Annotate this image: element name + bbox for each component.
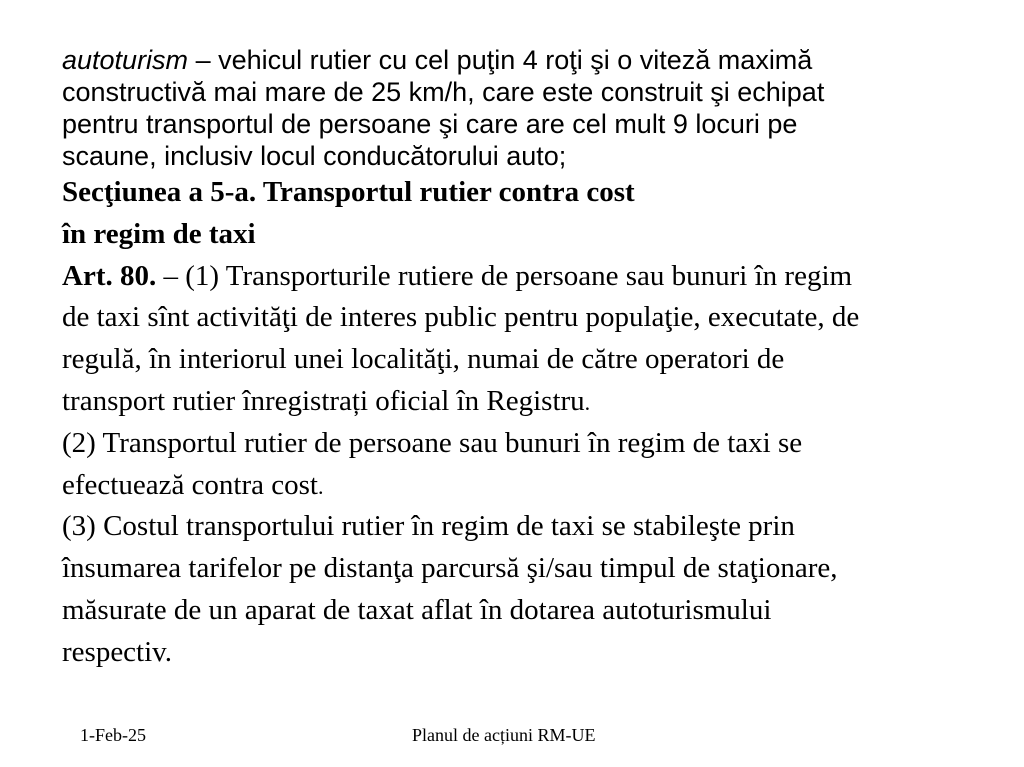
article-paragraph-1-line-2: de taxi sînt activităţi de interes public pentru populaţie, executate, de — [62, 301, 860, 334]
article-paragraph-2-period: . — [318, 473, 324, 499]
article-paragraph-1-line-4-text: transport rutier înregistrați oficial în Registru — [62, 384, 585, 417]
article-paragraph-2-line-1: (2) Transportul rutier de persoane sau bunuri în regim de taxi se — [62, 426, 803, 459]
definition-term: autoturism — [62, 45, 189, 75]
article-paragraph-1-line-4 — [62, 381, 1022, 423]
article-paragraph-3-line-1: (3) Costul transportului rutier în regim de taxi se stabileşte prin — [62, 510, 795, 543]
article-paragraph-3-line-3: măsurate de un aparat de taxat aflat în dotarea autoturismului — [62, 593, 772, 626]
section-heading-line-1: Secţiunea a 5-a. Transportul rutier contra cost — [62, 176, 635, 208]
article-paragraph-2-line-2-text: efectuează contra cost — [62, 468, 318, 501]
section-heading-line-2: în regim de taxi — [62, 217, 256, 250]
footer-title: Planul de acțiuni RM-UE — [412, 725, 596, 745]
article-paragraph-1-period: . — [584, 389, 591, 415]
article-paragraph-1-line-1 — [62, 256, 1022, 298]
slide-body — [62, 44, 1022, 674]
footer-date: 1-Feb-25 — [80, 725, 146, 745]
article-paragraph-2-line-2 — [62, 465, 1022, 507]
article-number: Art. 80. — [62, 259, 157, 292]
article-paragraph-1-line-3: regulă, în interiorul unei localităţi, numai de către operatori de — [62, 343, 785, 376]
definition-line-1 — [62, 44, 1022, 76]
definition-block — [62, 44, 1022, 172]
article-block — [62, 172, 1022, 674]
definition-line-3: pentru transportul de persoane şi care are cel mult 9 locuri pe — [62, 109, 798, 139]
definition-line-4: scaune, inclusiv locul conducătorului auto; — [62, 141, 567, 171]
article-paragraph-1-text: – (1) Transporturile rutiere de persoane sau bunuri în regim — [156, 259, 853, 292]
article-paragraph-3-line-2: însumarea tarifelor pe distanţa parcursă şi/sau timpul de staţionare, — [62, 552, 838, 585]
article-paragraph-3-line-4: respectiv. — [62, 635, 173, 668]
definition-line-2: constructivă mai mare de 25 km/h, care este construit şi echipat — [62, 77, 825, 107]
definition-text: – vehicul rutier cu cel puţin 4 roţi şi o viteză maximă — [188, 45, 813, 75]
